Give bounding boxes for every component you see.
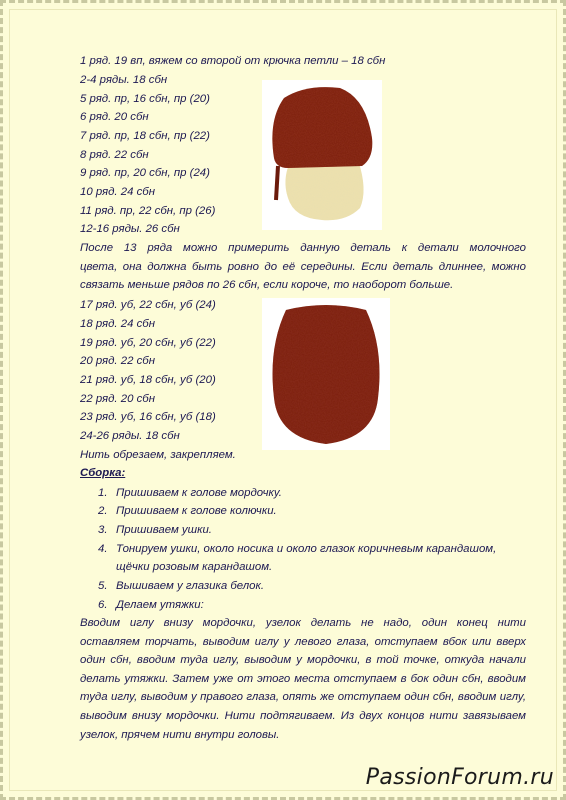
row-line: 19 ряд. уб, 20 сбн, уб (22)	[80, 337, 216, 349]
step-number: 5.	[98, 580, 108, 592]
row-line: 6 ряд. 20 сбн	[80, 111, 149, 123]
final-line: Вводим иглу внизу мордочки, узелок делать не надо, один конец нити	[80, 617, 526, 629]
assembly-title: Сборка:	[80, 467, 126, 479]
final-line: туда иглу, выводим у правого глаза, опять же отступаем один сбн, вводим иглу,	[80, 691, 526, 704]
row-line: 21 ряд. уб, 18 сбн, уб (20)	[80, 374, 216, 386]
note-line: связать меньше рядов по 26 сбн, если короче, то наоборот больше.	[80, 279, 454, 292]
row-line: 2-4 ряды. 18 сбн	[80, 74, 168, 86]
photo-brown-piece	[262, 298, 390, 450]
final-line: оставляем торчать, выводим иглу у левого глаза, отступаем вбок или вверх	[80, 635, 526, 648]
row-line: 5 ряд. пр, 16 сбн, пр (20)	[80, 93, 210, 105]
watermark: PassionForum.ru	[365, 765, 554, 790]
row-line: 9 ряд. пр, 20 сбн, пр (24)	[80, 167, 210, 179]
row-line: 17 ряд. уб, 22 сбн, уб (24)	[80, 299, 216, 311]
final-line: выводим внизу мордочки. Нити подтягиваем. Из двух концов нити завязываем	[80, 709, 526, 722]
final-line: делать утяжки. Затем уже от этого места отступаем в бок один сбн, вводим	[80, 672, 526, 685]
row-line: 10 ряд. 24 сбн	[80, 186, 155, 198]
note-line: цвета, она должна быть ровно до её середины. Если деталь длиннее, можно	[80, 260, 526, 273]
final-paragraph	[80, 614, 526, 744]
step-text: Тонируем ушки, около носика и около глазок коричневым карандашом,	[116, 543, 497, 555]
photo-head-piece	[262, 80, 382, 230]
row-line: Нить обрезаем, закрепляем.	[80, 449, 236, 461]
row-line: 1 ряд. 19 вп, вяжем со второй от крючка петли – 18 сбн	[80, 55, 386, 67]
row-line: 12-16 ряды. 26 сбн	[80, 223, 180, 235]
row-line: 8 ряд. 22 сбн	[80, 149, 149, 161]
row-line: 24-26 ряды. 18 сбн	[80, 430, 180, 442]
step-text: Пришиваем к голове колючки.	[116, 505, 277, 517]
step-text: Пришиваем ушки.	[116, 524, 212, 536]
step-number: 6.	[98, 599, 108, 611]
step-text: Вышиваем у глазика белок.	[116, 580, 265, 592]
row-line: 22 ряд. 20 сбн	[80, 393, 155, 405]
row-line: 11 ряд. пр, 22 сбн, пр (26)	[80, 205, 216, 217]
row-line: 23 ряд. уб, 16 сбн, уб (18)	[80, 411, 216, 423]
step-text: Делаем утяжки:	[116, 599, 204, 611]
final-line: один сбн, вводим туда иглу, выводим у мордочки, в той точке, откуда начали	[80, 654, 526, 667]
step-number: 4.	[98, 543, 108, 555]
note-paragraph	[80, 239, 526, 295]
step-text: щёчки розовым карандашом.	[116, 561, 273, 573]
step-number: 3.	[98, 524, 108, 536]
row-line: 7 ряд. пр, 18 сбн, пр (22)	[80, 130, 210, 142]
step-number: 1.	[98, 487, 108, 499]
final-line: узелок, прячем нити внутри головы.	[80, 728, 280, 741]
step-number: 2.	[98, 505, 108, 517]
row-line: 18 ряд. 24 сбн	[80, 318, 155, 330]
photo-brown-piece-image	[262, 298, 390, 450]
row-line: 20 ряд. 22 сбн	[80, 355, 155, 367]
step-text: Пришиваем к голове мордочку.	[116, 487, 282, 499]
note-line: После 13 ряда можно примерить данную деталь к детали молочного	[80, 242, 526, 254]
photo-head-piece-image	[262, 80, 382, 230]
